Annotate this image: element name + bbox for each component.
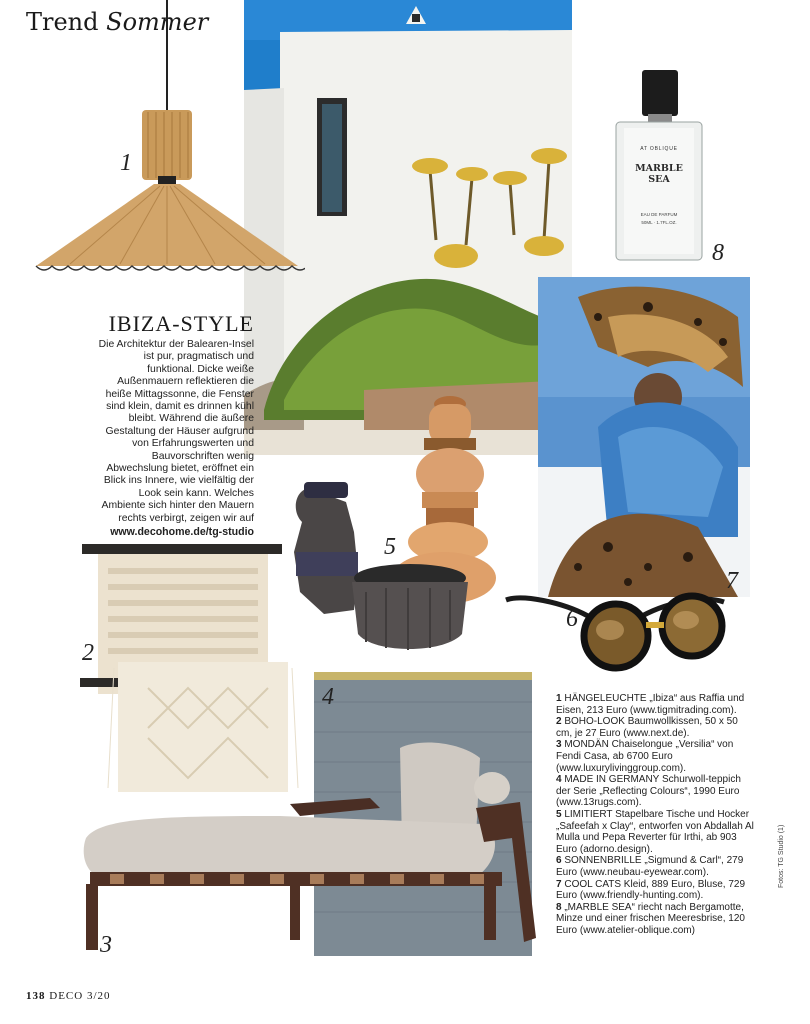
perfume-type: EAU DE PARFUM bbox=[640, 212, 678, 217]
number-3: 3 bbox=[100, 932, 112, 958]
number-8: 8 bbox=[712, 240, 724, 266]
number-5: 5 bbox=[384, 534, 396, 560]
pendant-lamp-image bbox=[30, 0, 305, 282]
sunglasses-image bbox=[502, 590, 730, 672]
number-7: 7 bbox=[726, 568, 738, 594]
intro-text-block bbox=[96, 311, 254, 539]
caption-item: 2 BOHO-LOOK Baumwollkissen, 50 x 50 cm, je 27 Euro (www.next.de). bbox=[556, 716, 738, 739]
intro-url: www.decohome.de/tg-studio bbox=[110, 526, 254, 539]
fashion-photo bbox=[538, 277, 750, 597]
caption-item: 5 LIMITIERT Stapelbare Tische und Hocker „Safeefah x Clay“, entworfen von Abdallah Al Mulla und Pepa Reverter für Irthi, ab 903 Euro (adorno.design). bbox=[556, 808, 754, 855]
product-captions bbox=[556, 693, 756, 936]
number-6: 6 bbox=[566, 606, 578, 632]
intro-body: Die Architektur der Balearen-Insel ist pur, pragmatisch und funktional. Dicke weiße Außenmauern reflektieren die heiße Mittagssonne, die Fenster sind klein, damit es drinnen kühl bleibt. Während die äußere Gestaltung der Häuser aufgrund von Erfahrungswerten und Bauvorschriften wenig Abwechslung bietet, eröffnet ein Blick ins Innere, wie vielfältig der Look sein kann. Welches Ambiente sich hinter den Mauern rechts verbirgt, zeigen wir auf bbox=[98, 339, 254, 524]
chaise-longue-image bbox=[80, 738, 540, 958]
page-title: Trend Sommer bbox=[26, 8, 209, 36]
caption-item: 6 SONNENBRILLE „Sigmund & Carl“, 279 Euro (www.neubau-eyewear.com). bbox=[556, 855, 744, 878]
number-1: 1 bbox=[120, 150, 132, 176]
number-2: 2 bbox=[82, 640, 94, 666]
number-4: 4 bbox=[322, 684, 334, 710]
page-footer bbox=[26, 990, 111, 1002]
perfume-size: 50ML · 1.7FL.OZ. bbox=[641, 220, 677, 225]
page-number: 138 bbox=[26, 990, 46, 1002]
magazine-issue: DECO 3/20 bbox=[49, 990, 111, 1002]
caption-item: 1 HÄNGELEUCHTE „Ibiza“ aus Raffia und Eisen, 213 Euro (www.tigmitrading.com). bbox=[556, 693, 745, 716]
perfume-brand: AT OBLIQUE bbox=[640, 146, 678, 152]
caption-item: 7 COOL CATS Kleid, 889 Euro, Bluse, 729 Euro (www.friendly-hunting.com). bbox=[556, 878, 746, 902]
photo-credit: Fotos: TG Studio (1) bbox=[778, 824, 785, 888]
caption-item: 3 MONDÄN Chaiselongue „Versilia“ von Fendi Casa, ab 6700 Euro (www.luxurylivinggroup.com). bbox=[556, 739, 734, 774]
intro-heading: IBIZA-STYLE bbox=[108, 311, 254, 336]
caption-item: 4 MADE IN GERMANY Schurwoll-teppich der Serie „Reflecting Colours“, 1990 Euro (www.13rugs.com). bbox=[556, 774, 741, 809]
caption-item: 8 „MARBLE SEA“ riecht nach Bergamotte, Minze und einer frischen Meeresbrise, 120 Euro (www.atelier-oblique.com) bbox=[556, 901, 745, 936]
perfume-name: MARBLE SEA bbox=[635, 163, 683, 185]
vessels-image bbox=[274, 392, 502, 654]
